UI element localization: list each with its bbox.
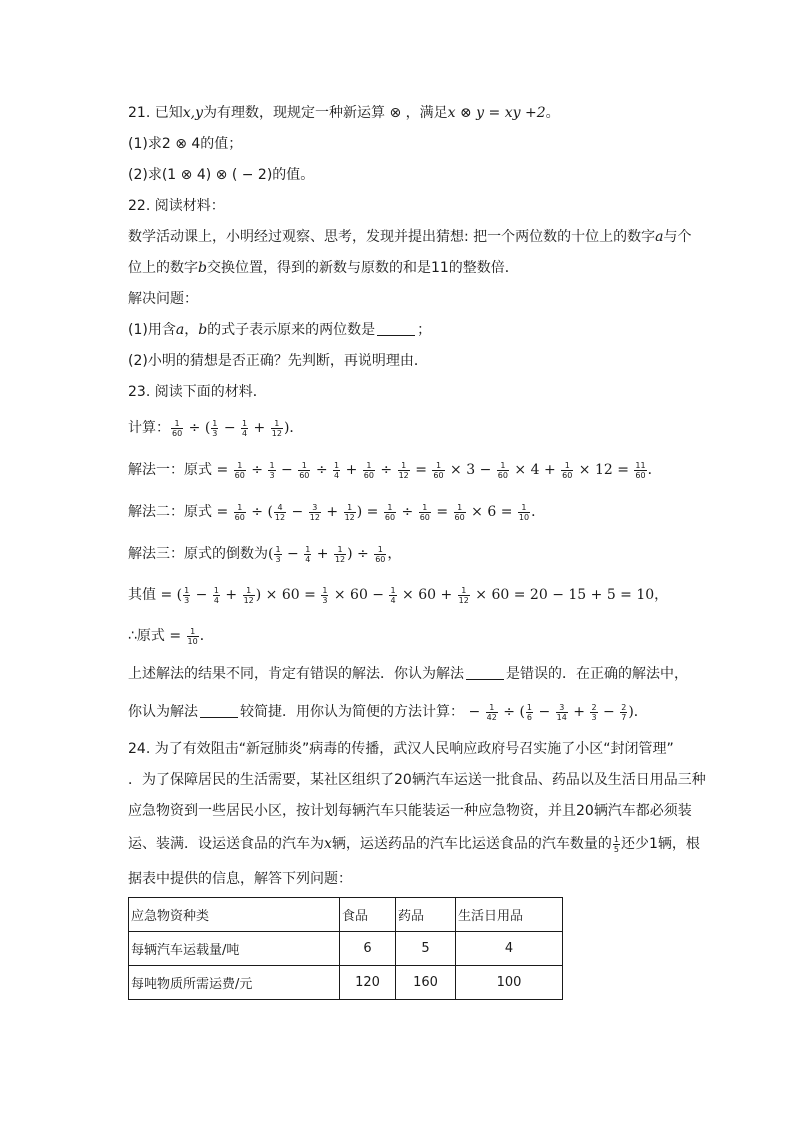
- q22-text: 位上的数字: [128, 260, 198, 276]
- fraction: $\frac{1}{60}$: [454, 502, 465, 522]
- q23-text: 解法一：原式 =: [128, 462, 233, 478]
- q23-method-3: 解法三：原式的倒数为( $\frac{1}{3}$ − $\frac{1}{4}$ + $\frac{1}{12}$ ) ÷ $\frac{1}{60}$ ，: [128, 544, 402, 564]
- q22-title: 22. 阅读材料：: [128, 198, 225, 214]
- q23-title: 23. 阅读下面的材料．: [128, 384, 267, 400]
- var-a: a: [175, 322, 185, 338]
- var-x: x: [324, 836, 332, 852]
- fraction: $\frac{11}{60}$: [635, 460, 646, 480]
- q22-solve-heading: 解决问题：: [128, 291, 198, 307]
- q23-method-3-value: 其值 = ( $\frac{1}{3}$ − $\frac{1}{4}$ + $\frac{1}{12}$ ) × 60 = $\frac{1}{3}$ × 60 − $\frac{1}{4}$ × 60 + $\frac{1}{12}$ × 60 = 20 − 15 + 5 = 10，: [128, 585, 669, 605]
- var-a: a: [655, 229, 664, 245]
- fraction: $\frac{1}{10}$: [187, 626, 198, 646]
- fraction: $\frac{1}{60}$: [433, 460, 444, 480]
- table-cell: 160: [396, 966, 456, 1000]
- table-cell: 4: [456, 932, 563, 966]
- table-cell: 每吨物质所需运费/元: [129, 966, 340, 1000]
- q24-text: 还少1辆，根: [621, 836, 700, 852]
- fraction: $\frac{1}{60}$: [363, 460, 374, 480]
- fraction: $\frac{1}{60}$: [419, 502, 430, 522]
- q22-text: ，: [184, 322, 199, 338]
- table-header-cell: 应急物资种类: [129, 898, 340, 932]
- fraction: $\frac{1}{12}$: [344, 502, 355, 522]
- fraction: $\frac{1}{6}$: [526, 702, 533, 722]
- table-cell: 每辆汽车运载量/吨: [129, 932, 340, 966]
- q23-text: 其值 =: [128, 587, 177, 603]
- fraction: $\frac{1}{3}$: [212, 418, 218, 438]
- q23-question-1: [128, 664, 688, 684]
- q23-method-1: 解法一：原式 = $\frac{1}{60}$ ÷ $\frac{1}{3}$ − $\frac{1}{60}$ ÷ $\frac{1}{4}$ + $\frac{1}{60}$ ÷ $\frac{1}{12}$ = $\frac{1}{60}$ × 3 − $\frac{1}{60}$ × 4 + $\frac{1}{60}$ × 12 = $\frac{11}{60}$ ．: [128, 460, 662, 480]
- q21-part-2: (2)求(1 ⊗ 4) ⊗ ( − 2)的值。: [128, 167, 315, 183]
- var-b: b: [198, 322, 208, 338]
- q22-text: ；: [417, 322, 432, 338]
- q22-part-1: [128, 320, 431, 340]
- q23-text: 计算：: [128, 420, 170, 436]
- q22-line-2: [128, 258, 519, 278]
- q23-text: 你认为解法: [128, 704, 198, 720]
- fraction: $\frac{2}{3}$: [591, 702, 597, 722]
- table-header-cell: 药品: [396, 898, 456, 932]
- fraction-one-fifth: $\frac{1}{5}$: [613, 834, 619, 854]
- fraction: $\frac{1}{60}$: [234, 460, 245, 480]
- table-cell: 100: [456, 966, 563, 1000]
- q23-calc-line: 计算： $\frac{1}{60}$ ÷ ( $\frac{1}{3}$ − $\frac{1}{4}$ + $\frac{1}{12}$ )．: [128, 418, 304, 438]
- fraction: $\frac{1}{42}$: [486, 702, 497, 722]
- q24-table: [128, 897, 563, 1000]
- fraction: $\frac{1}{4}$: [213, 585, 219, 605]
- var-b: b: [198, 260, 207, 276]
- fraction: $\frac{1}{3}$: [275, 544, 281, 564]
- fraction: $\frac{1}{12}$: [271, 418, 282, 438]
- table-cell: 6: [340, 932, 396, 966]
- q24-line-3: 应急物资到一些居民小区，按计划每辆汽车只能装运一种应急物资，并且20辆汽车都必须装: [128, 803, 692, 819]
- fraction: $\frac{3}{12}$: [309, 502, 320, 522]
- fraction: $\frac{3}{14}$: [556, 702, 567, 722]
- q24-line-4: [128, 834, 700, 854]
- q23-conclusion: ∴原式 = $\frac{1}{10}$ ．: [128, 626, 214, 646]
- q22-text: 的式子表示原来的两位数是: [207, 322, 376, 338]
- fraction: $\frac{1}{12}$: [458, 585, 469, 605]
- q24-line-5: 据表中提供的信息，解答下列问题：: [128, 871, 352, 887]
- q23-method-2: 解法二：原式 = $\frac{1}{60}$ ÷ ( $\frac{4}{12}$ − $\frac{3}{12}$ + $\frac{1}{12}$ ) = $\frac{1}{60}$ ÷ $\frac{1}{60}$ = $\frac{1}{60}$ × 6 = $\frac{1}{10}$ ．: [128, 502, 546, 522]
- q23-text: 解法三：原式的倒数为: [128, 546, 268, 562]
- q21-line-1: [128, 103, 560, 123]
- q23-question-2: [128, 702, 648, 722]
- fraction: $\frac{1}{3}$: [269, 460, 275, 480]
- var-y: y: [195, 105, 203, 121]
- comma: ,: [190, 105, 196, 121]
- q22-text: 数学活动课上，小明经过观察、思考，发现并提出猜想: 把一个两位数的十位上的数字: [128, 229, 656, 245]
- var-x: x: [182, 105, 191, 121]
- q24-line-1: 24. 为了有效阻击“新冠肺炎”病毒的传播，武汉人民响应政府号召实施了小区“封闭管理”: [128, 741, 674, 757]
- q22-text: (1)用含: [128, 322, 176, 338]
- q22-part-2: (2)小明的猜想是否正确？先判断，再说明理由．: [128, 353, 428, 369]
- q22-text: 与个: [663, 229, 692, 245]
- q21-text: 21. 已知: [128, 105, 183, 121]
- answer-blank[interactable]: [466, 665, 504, 680]
- fraction: $\frac{1}{60}$: [497, 460, 508, 480]
- fraction: $\frac{1}{60}$: [375, 544, 386, 564]
- fraction: $\frac{1}{12}$: [243, 585, 254, 605]
- table-cell: 120: [340, 966, 396, 1000]
- fraction: $\frac{2}{7}$: [621, 702, 627, 722]
- q23-expression: − $\frac{1}{42}$ ÷ ( $\frac{1}{6}$ − $\frac{3}{14}$ + $\frac{2}{3}$ − $\frac{2}{7}$ )．: [464, 702, 648, 722]
- table-row: [129, 966, 563, 1000]
- answer-blank[interactable]: [377, 321, 415, 336]
- q23-text: ∴原式 =: [128, 628, 186, 644]
- q22-line-1: [128, 227, 692, 247]
- fraction: $\frac{1}{3}$: [322, 585, 328, 605]
- table-cell: 5: [396, 932, 456, 966]
- fraction: $\frac{1}{60}$: [234, 502, 245, 522]
- fraction: $\frac{1}{12}$: [398, 460, 409, 480]
- fraction: $\frac{4}{12}$: [274, 502, 286, 522]
- fraction: $\frac{1}{4}$: [305, 544, 311, 564]
- fraction: $\frac{1}{12}$: [334, 544, 346, 564]
- table-row: [129, 932, 563, 966]
- table-header-cell: 生活日用品: [456, 898, 563, 932]
- q24-text: 辆，运送药品的汽车比运送食品的汽车数量的: [331, 836, 612, 852]
- q23-text: 解法二：原式 =: [128, 504, 233, 520]
- q21-part-1: (1)求2 ⊗ 4的值；: [128, 136, 243, 152]
- q23-text: 是错误的．在正确的解法中，: [506, 666, 688, 682]
- answer-blank[interactable]: [200, 703, 238, 718]
- fraction: $\frac{1}{60}$: [299, 460, 310, 480]
- fraction: $\frac{1}{3}$: [184, 585, 190, 605]
- q21-definition: x ⊗ y = xy +2: [447, 105, 546, 121]
- q24-line-2: ．为了保障居民的生活需要，某社区组织了20辆汽车运送一批食品、药品以及生活日用品三种: [128, 772, 706, 788]
- q24-text: 运、装满．设运送食品的汽车为: [128, 836, 324, 852]
- q22-text: 交换位置，得到的新数与原数的和是11的整数倍．: [206, 260, 519, 276]
- table-header-cell: 食品: [340, 898, 396, 932]
- q23-text: 上述解法的结果不同，肯定有错误的解法．你认为解法: [128, 666, 464, 682]
- fraction: $\frac{1}{60}$: [562, 460, 573, 480]
- fraction: $\frac{1}{4}$: [334, 460, 340, 480]
- fraction: $\frac{1}{10}$: [518, 502, 530, 522]
- fraction: $\frac{1}{4}$: [390, 585, 396, 605]
- q23-text: 较简捷．用你认为简便的方法计算：: [240, 704, 464, 720]
- fraction: $\frac{1}{4}$: [242, 418, 248, 438]
- q21-text: 为有理数，现规定一种新运算 ⊗ ，满足: [203, 105, 448, 121]
- fraction: $\frac{1}{60}$: [172, 418, 183, 438]
- q23-text: = 20 − 15 + 5 = 10，: [513, 587, 669, 603]
- q21-text: 。: [545, 105, 560, 121]
- fraction: $\frac{1}{60}$: [384, 502, 396, 522]
- table-header-row: [129, 898, 563, 932]
